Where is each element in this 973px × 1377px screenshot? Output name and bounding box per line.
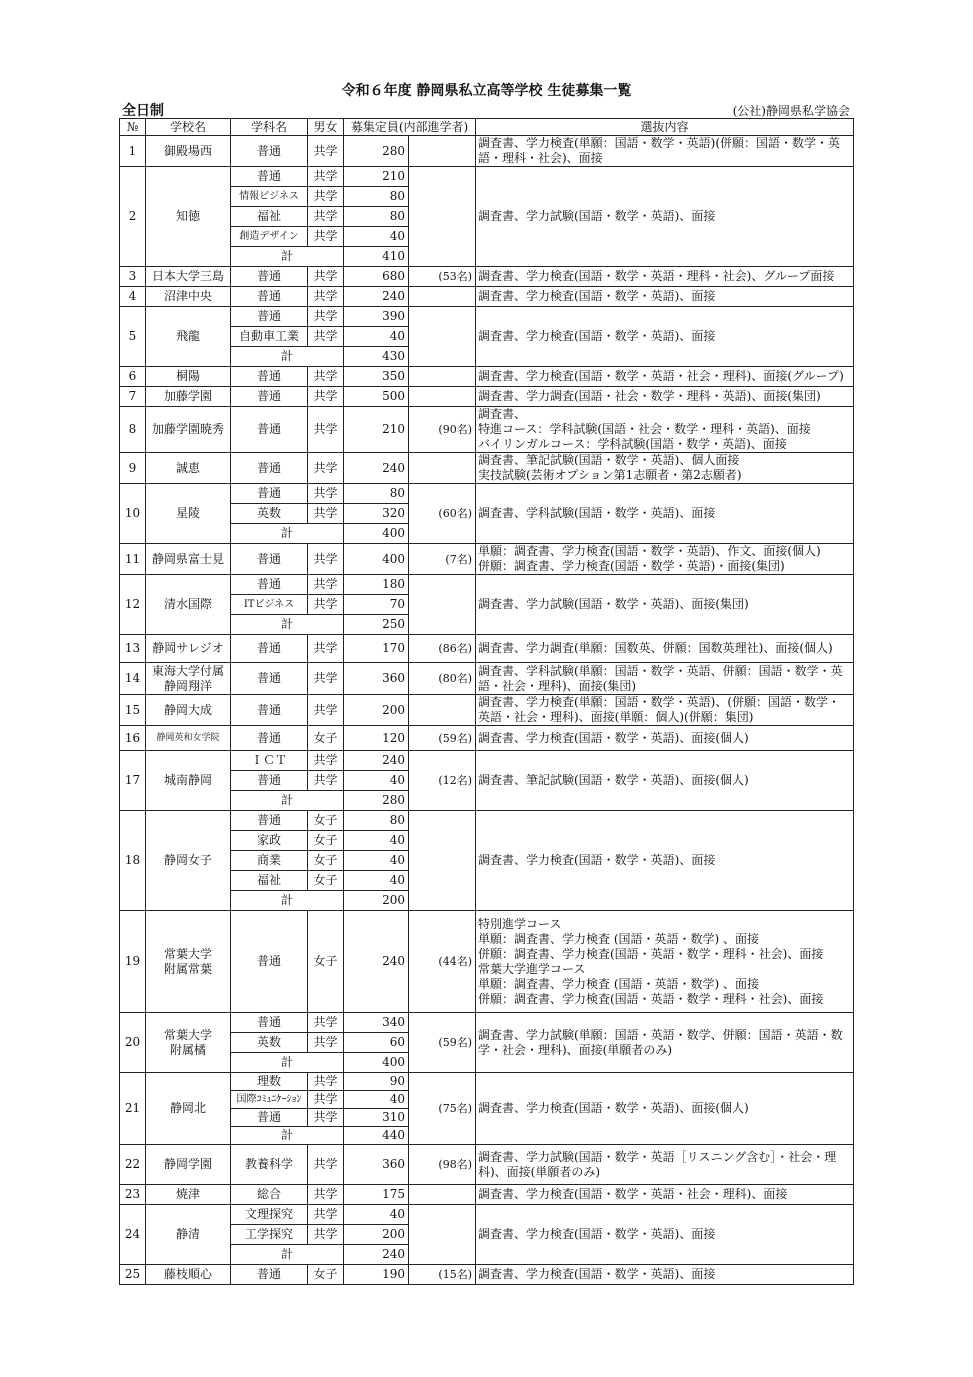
internal-count [409,167,476,267]
capacity-value: 210 [344,167,409,187]
table-row [120,484,854,504]
school-number: 1 [120,136,146,167]
gender-type: 共学 [308,1109,344,1127]
department-name: 普通 [231,287,308,307]
department-name: 福祉 [231,207,308,227]
capacity-value: 60 [344,1033,409,1053]
gender-type: 共学 [308,1145,344,1185]
capacity-value: 80 [344,484,409,504]
internal-count: (44名) [409,911,476,1013]
total-label: 計 [231,524,344,544]
internal-count: (59名) [409,1013,476,1073]
table-row [120,1185,854,1205]
school-name: 誠恵 [146,453,231,484]
total-value: 400 [344,524,409,544]
capacity-value: 90 [344,1073,409,1091]
department-name: 総合 [231,1185,308,1205]
gender-type: 女子 [308,811,344,831]
selection-details: 調査書、学力検査(単願：国語・数学・英語)、(併願：国語・数学・英語・社会・理科)、面接(単願：個人)(併願：集団) [476,695,854,726]
table-row [120,1013,854,1033]
gender-type: 女子 [308,871,344,891]
gender-type: 共学 [308,227,344,247]
capacity-value: 210 [344,407,409,453]
gender-type: 共学 [308,387,344,407]
gender-type: 共学 [308,751,344,771]
total-value: 400 [344,1053,409,1073]
capacity-value: 190 [344,1265,409,1285]
gender-type: 共学 [308,136,344,167]
department-name: 普通 [231,407,308,453]
total-label: 計 [231,615,344,635]
school-number: 6 [120,367,146,387]
selection-details: 調査書、学力検査(国語・数学・英語・社会・理科)、面接 [476,1185,854,1205]
capacity-value: 40 [344,771,409,791]
table-row [120,726,854,751]
capacity-value: 80 [344,811,409,831]
capacity-value: 240 [344,911,409,1013]
total-value: 240 [344,1245,409,1265]
department-name: 文理探究 [231,1205,308,1225]
internal-count: (60名) [409,484,476,544]
school-name: 静岡学園 [146,1145,231,1185]
school-number: 9 [120,453,146,484]
gender-type: 女子 [308,1265,344,1285]
department-name: 普通 [231,453,308,484]
total-value: 250 [344,615,409,635]
header-school: 学校名 [146,119,231,136]
department-name: 普通 [231,136,308,167]
school-name: 加藤学園 [146,387,231,407]
capacity-value: 40 [344,1205,409,1225]
table-row [120,387,854,407]
school-number: 25 [120,1265,146,1285]
capacity-value: 350 [344,367,409,387]
table-row [120,663,854,695]
selection-details: 調査書、学力試験(国語・数学・英語)、面接(集団) [476,575,854,635]
gender-type: 共学 [308,287,344,307]
department-name: 普通 [231,663,308,695]
school-name: 東海大学付属 静岡翔洋 [146,663,231,695]
gender-type: 共学 [308,575,344,595]
capacity-value: 240 [344,287,409,307]
selection-details: 調査書、筆記試験(国語・数学・英語)、面接(個人) [476,751,854,811]
school-name: 静岡英和女学院 [146,726,231,751]
table-row [120,751,854,771]
department-name: 普通 [231,1013,308,1033]
department-name: 普通 [231,1265,308,1285]
selection-details: 調査書、学力検査(国語・数学・英語・社会・理科)、面接(グループ) [476,367,854,387]
internal-count [409,287,476,307]
department-name: 普通 [231,726,308,751]
gender-type: 共学 [308,595,344,615]
total-value: 440 [344,1127,409,1145]
school-name: 沼津中央 [146,287,231,307]
selection-details: 調査書、学力検査(国語・数学・英語)、面接(個人) [476,1073,854,1145]
school-name: 知徳 [146,167,231,267]
table-header-row [120,119,854,136]
school-name: 日本大学三島 [146,267,231,287]
selection-details: 調査書、学科試験(単願：国語・数学・英語、併願：国語・数学・英語・社会・理科)、面接(集団) [476,663,854,695]
header-gender: 男女 [308,119,344,136]
table-row [120,1265,854,1285]
gender-type: 共学 [308,504,344,524]
capacity-value: 200 [344,1225,409,1245]
department-name: 教養科学 [231,1145,308,1185]
department-name: 国際ｺﾐｭﾆｹｰｼｮﾝ [231,1091,308,1109]
gender-type: 共学 [308,1205,344,1225]
table-row [120,575,854,595]
capacity-value: 280 [344,136,409,167]
internal-count: (86名) [409,635,476,663]
table-row [120,167,854,187]
header-capacity: 募集定員(内部進学者) [344,119,476,136]
internal-count [409,811,476,911]
department-name: 普通 [231,167,308,187]
selection-details: 調査書、学力調査(単願：国数英、併願：国数英理社)、面接(個人) [476,635,854,663]
table-row [120,911,854,1013]
school-number: 24 [120,1205,146,1265]
selection-details: 調査書、学力検査(国語・数学・英語)、面接 [476,1205,854,1265]
capacity-value: 180 [344,575,409,595]
selection-details: 調査書、学科試験(国語・数学・英語)、面接 [476,484,854,544]
selection-details: 調査書、学力検査(単願：国語・数学・英語)(併願：国語・数学・英語・理科・社会)、面接 [476,136,854,167]
school-name: 常葉大学 附属橘 [146,1013,231,1073]
department-name: 普通 [231,635,308,663]
department-name: 普通 [231,484,308,504]
school-number: 18 [120,811,146,911]
school-name: 藤枝順心 [146,1265,231,1285]
school-number: 20 [120,1013,146,1073]
capacity-value: 360 [344,663,409,695]
category-label: 全日制 [122,103,164,119]
school-number: 7 [120,387,146,407]
selection-details: 調査書、学力検査(国語・数学・英語)、面接 [476,307,854,367]
internal-count [409,1185,476,1205]
total-value: 410 [344,247,409,267]
school-number: 13 [120,635,146,663]
capacity-value: 320 [344,504,409,524]
gender-type: 共学 [308,771,344,791]
table-row [120,367,854,387]
gender-type: 共学 [308,307,344,327]
gender-type: 共学 [308,635,344,663]
table-row [120,811,854,831]
recruitment-table [119,118,854,1285]
school-number: 11 [120,544,146,575]
department-name: 普通 [231,1109,308,1127]
department-name: 普通 [231,911,308,1013]
selection-details: 特別進学コース 単願：調査書、学力検査 (国語・英語・数学) 、面接 併願：調査書、学力検査(国語・英語・数学・理科・社会)、面接 常葉大学進学コース 単願：調査書、学力検査 (国語・英語・数学) 、面接 併願：調査書、学力検査(国語・英語・数学・理科・社会)、面接 [476,911,854,1013]
school-name: 加藤学園暁秀 [146,407,231,453]
department-name: ＩＣＴ [231,751,308,771]
table-row [120,635,854,663]
total-label: 計 [231,1127,344,1145]
selection-details: 調査書、筆記試験(国語・数学・英語)、個人面接 実技試験(芸術オプション第1志願者・第2志願者) [476,453,854,484]
header-dept: 学科名 [231,119,308,136]
table-body [120,136,854,1285]
total-label: 計 [231,791,344,811]
total-label: 計 [231,247,344,267]
department-name: 普通 [231,811,308,831]
selection-details: 調査書、学力試験(単願：国語・英語・数学、併願：国語・英語・数学・社会・理科)、面接(単願者のみ) [476,1013,854,1073]
school-number: 19 [120,911,146,1013]
internal-count [409,136,476,167]
school-number: 5 [120,307,146,367]
department-name: 自動車工業 [231,327,308,347]
internal-count: (75名) [409,1073,476,1145]
capacity-value: 390 [344,307,409,327]
table-row [120,267,854,287]
gender-type: 共学 [308,1013,344,1033]
selection-details: 調査書、学力試験(国語・数学・英語［リスニング含む］・社会・理科)、面接(単願者のみ) [476,1145,854,1185]
school-name: 桐陽 [146,367,231,387]
capacity-value: 80 [344,207,409,227]
school-number: 2 [120,167,146,267]
internal-count [409,1205,476,1265]
gender-type: 共学 [308,453,344,484]
table-row [120,695,854,726]
department-name: 普通 [231,695,308,726]
gender-type: 女子 [308,851,344,871]
selection-details: 調査書、学力調査(国語・社会・数学・理科・英語)、面接(集団) [476,387,854,407]
selection-details: 調査書、学力検査(国語・数学・英語)、面接 [476,287,854,307]
internal-count [409,453,476,484]
selection-details: 調査書、学力検査(国語・数学・英語)、面接 [476,1265,854,1285]
selection-details: 調査書、学力試験(国語・数学・英語)、面接 [476,167,854,267]
capacity-value: 40 [344,831,409,851]
capacity-value: 400 [344,544,409,575]
internal-count: (59名) [409,726,476,751]
capacity-value: 120 [344,726,409,751]
gender-type: 共学 [308,1091,344,1109]
school-number: 3 [120,267,146,287]
department-name: 普通 [231,771,308,791]
total-value: 280 [344,791,409,811]
internal-count [409,387,476,407]
school-number: 17 [120,751,146,811]
internal-count: (15名) [409,1265,476,1285]
table-row [120,1073,854,1091]
gender-type: 共学 [308,1185,344,1205]
capacity-value: 200 [344,695,409,726]
department-name: 英数 [231,1033,308,1053]
total-label: 計 [231,891,344,911]
internal-count: (98名) [409,1145,476,1185]
organization-label: (公社)静岡県私学協会 [732,104,850,118]
page-title: 令和６年度 静岡県私立高等学校 生徒募集一覧 [341,83,632,99]
gender-type: 共学 [308,1225,344,1245]
gender-type: 共学 [308,187,344,207]
department-name: 普通 [231,575,308,595]
capacity-value: 500 [344,387,409,407]
department-name: 普通 [231,367,308,387]
selection-details: 調査書、学力検査(国語・数学・英語・理科・社会)、グループ面接 [476,267,854,287]
department-name: 福祉 [231,871,308,891]
capacity-value: 680 [344,267,409,287]
internal-count [409,575,476,635]
internal-count: (12名) [409,751,476,811]
total-value: 200 [344,891,409,911]
department-name: 創造デザイン [231,227,308,247]
header-selection: 選抜内容 [476,119,854,136]
capacity-value: 40 [344,851,409,871]
table-row [120,1205,854,1225]
school-name: 常葉大学 附属常葉 [146,911,231,1013]
header-no: № [120,119,146,136]
department-name: 情報ビジネス [231,187,308,207]
school-number: 8 [120,407,146,453]
internal-count [409,367,476,387]
school-number: 21 [120,1073,146,1145]
department-name: 商業 [231,851,308,871]
gender-type: 共学 [308,695,344,726]
gender-type: 共学 [308,484,344,504]
department-name: 普通 [231,387,308,407]
gender-type: 共学 [308,167,344,187]
internal-count: (80名) [409,663,476,695]
capacity-value: 40 [344,227,409,247]
capacity-value: 80 [344,187,409,207]
school-name: 城南静岡 [146,751,231,811]
total-value: 430 [344,347,409,367]
school-number: 23 [120,1185,146,1205]
table-row [120,136,854,167]
school-name: 静岡サレジオ [146,635,231,663]
school-name: 静岡県富士見 [146,544,231,575]
capacity-value: 40 [344,871,409,891]
table-row [120,544,854,575]
gender-type: 共学 [308,327,344,347]
total-label: 計 [231,347,344,367]
capacity-value: 175 [344,1185,409,1205]
internal-count: (53名) [409,267,476,287]
school-number: 22 [120,1145,146,1185]
table-row [120,453,854,484]
selection-details: 調査書、学力検査(国語・数学・英語)、面接(個人) [476,726,854,751]
gender-type: 共学 [308,267,344,287]
table-row [120,287,854,307]
gender-type: 女子 [308,911,344,1013]
total-label: 計 [231,1053,344,1073]
school-name: 焼津 [146,1185,231,1205]
gender-type: 女子 [308,831,344,851]
selection-details: 調査書、学力検査(国語・数学・英語)、面接 [476,811,854,911]
department-name: 英数 [231,504,308,524]
gender-type: 女子 [308,726,344,751]
school-name: 静清 [146,1205,231,1265]
selection-details: 単願：調査書、学力検査(国語・数学・英語)、作文、面接(個人) 併願：調査書、学力検査(国語・数学・英語)・面接(集団) [476,544,854,575]
capacity-value: 40 [344,327,409,347]
table-row [120,1145,854,1185]
capacity-value: 340 [344,1013,409,1033]
school-name: 星陵 [146,484,231,544]
total-label: 計 [231,1245,344,1265]
school-name: 飛龍 [146,307,231,367]
internal-count: (90名) [409,407,476,453]
table-row [120,307,854,327]
selection-details: 調査書、 特進コース：学科試験(国語・社会・数学・理科・英語)、面接 バイリンガルコース：学科試験(国語・数学・英語)、面接 [476,407,854,453]
capacity-value: 240 [344,453,409,484]
school-number: 12 [120,575,146,635]
capacity-value: 360 [344,1145,409,1185]
capacity-value: 70 [344,595,409,615]
school-name: 静岡女子 [146,811,231,911]
capacity-value: 170 [344,635,409,663]
school-name: 静岡北 [146,1073,231,1145]
internal-count: (7名) [409,544,476,575]
department-name: 家政 [231,831,308,851]
school-number: 10 [120,484,146,544]
gender-type: 共学 [308,1073,344,1091]
department-name: 普通 [231,267,308,287]
school-number: 16 [120,726,146,751]
gender-type: 共学 [308,544,344,575]
gender-type: 共学 [308,663,344,695]
gender-type: 共学 [308,1033,344,1053]
gender-type: 共学 [308,367,344,387]
school-name: 静岡大成 [146,695,231,726]
table-row [120,407,854,453]
school-number: 15 [120,695,146,726]
capacity-value: 40 [344,1091,409,1109]
department-name: ITビジネス [231,595,308,615]
internal-count [409,695,476,726]
department-name: 普通 [231,307,308,327]
capacity-value: 310 [344,1109,409,1127]
department-name: 普通 [231,544,308,575]
school-name: 御殿場西 [146,136,231,167]
department-name: 理数 [231,1073,308,1091]
internal-count [409,307,476,367]
school-number: 14 [120,663,146,695]
school-number: 4 [120,287,146,307]
gender-type: 共学 [308,207,344,227]
department-name: 工学探究 [231,1225,308,1245]
gender-type: 共学 [308,407,344,453]
capacity-value: 240 [344,751,409,771]
school-name: 清水国際 [146,575,231,635]
